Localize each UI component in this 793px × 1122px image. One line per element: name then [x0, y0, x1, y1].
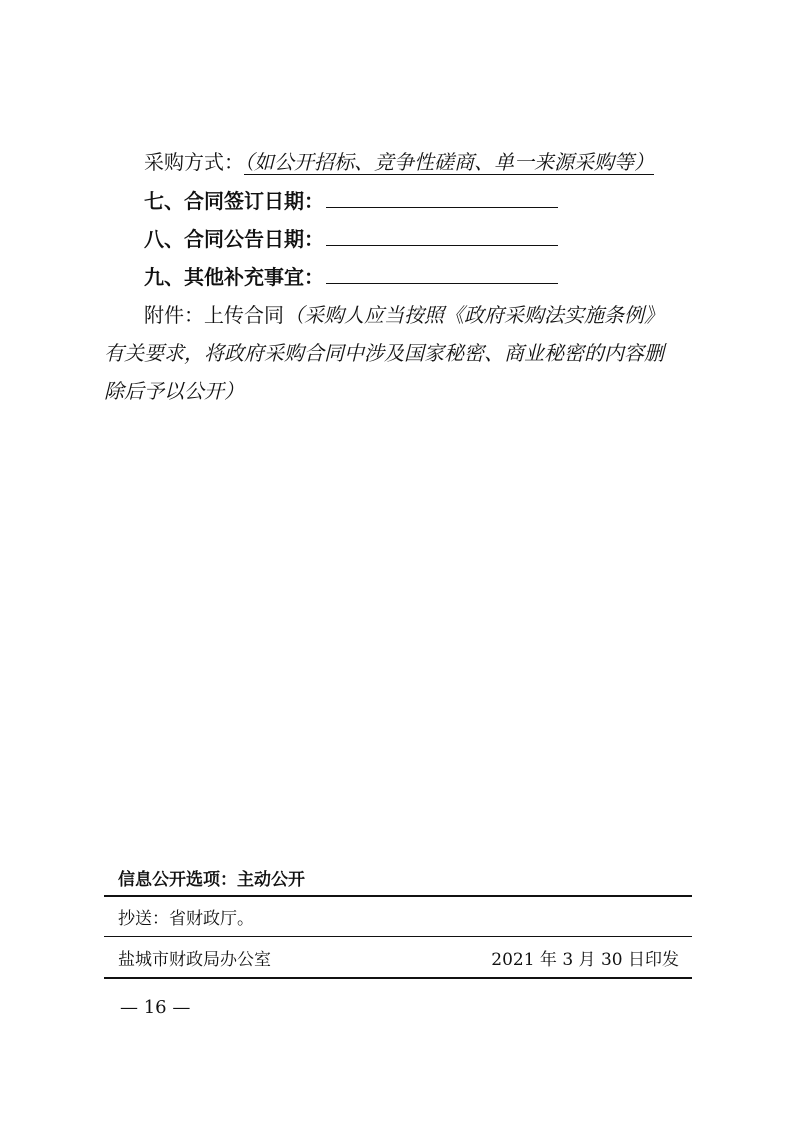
- footer-rule-bottom: [104, 977, 692, 979]
- procurement-method-line: [144, 148, 654, 176]
- attachment-line: [144, 301, 664, 329]
- contract-signing-date-line: [144, 187, 558, 215]
- issue-date: 2021 年 3 月 30 日印发: [491, 950, 679, 970]
- disclosure-option: 信息公开选项：主动公开: [118, 870, 305, 890]
- contract-signing-date-blank: [326, 187, 558, 208]
- attachment-note-3: 除后予以公开）: [104, 379, 244, 403]
- footer-rule-top: [104, 895, 692, 897]
- attachment-note-1: （采购人应当按照《政府采购法实施条例》: [284, 303, 664, 327]
- procurement-method-value: （如公开招标、竞争性磋商、单一来源采购等）: [244, 150, 654, 174]
- other-matters-label: 九、其他补充事宜：: [144, 265, 324, 289]
- attachment-note-2: 有关要求，将政府采购合同中涉及国家秘密、商业秘密的内容删: [104, 341, 664, 365]
- other-matters-blank: [326, 263, 558, 284]
- issuer: 盐城市财政局办公室: [118, 950, 271, 970]
- contract-announcement-date-label: 八、合同公告日期：: [144, 227, 324, 251]
- contract-signing-date-label: 七、合同签订日期：: [144, 189, 324, 213]
- contract-announcement-date-line: [144, 225, 558, 253]
- contract-announcement-date-blank: [326, 225, 558, 246]
- footer-rule-middle: [104, 936, 692, 937]
- attachment-label: 附件：上传合同: [144, 303, 284, 327]
- cc-line: 抄送：省财政厅。: [118, 909, 254, 929]
- page-number: — 16 —: [120, 997, 191, 1018]
- other-matters-line: [144, 263, 558, 291]
- procurement-method-label: 采购方式：: [144, 150, 244, 174]
